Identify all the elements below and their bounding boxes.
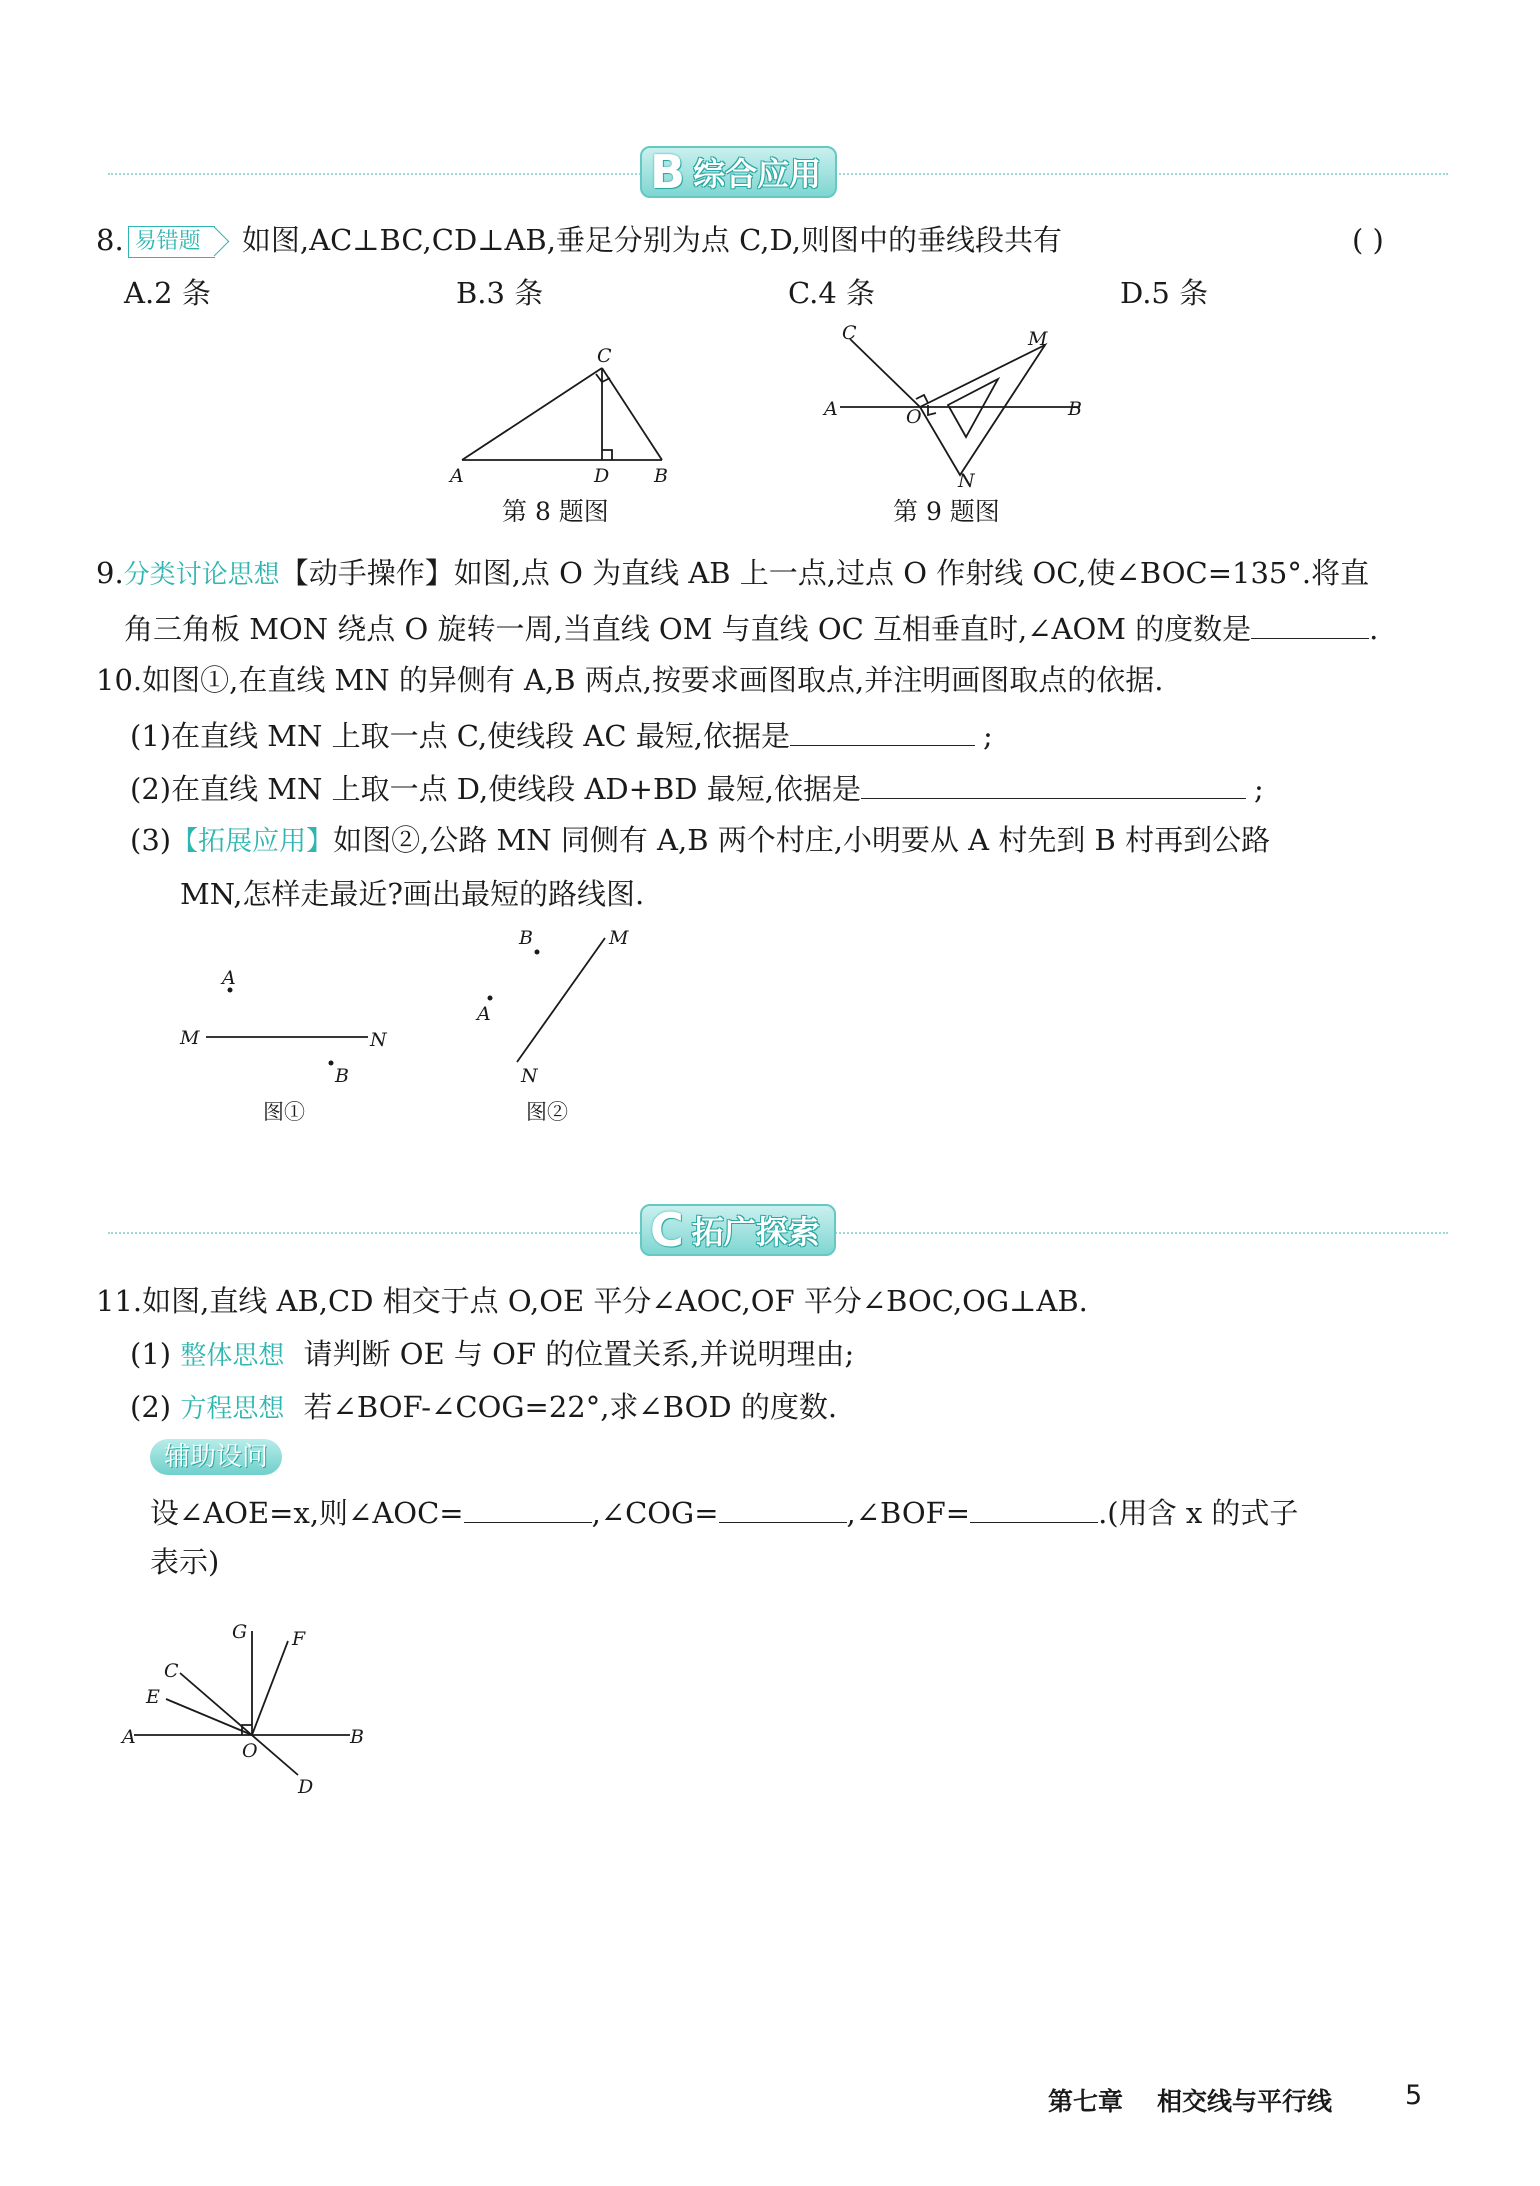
page-number: 5 [1405,2080,1423,2111]
q8-label-d: D [594,465,610,487]
q8-answer-paren: ( ) [1352,223,1384,257]
q11-aux-badge: 辅助设问 [150,1439,282,1475]
q9-tag: 分类讨论思想 [123,560,280,590]
q9-label-m: M [1028,328,1048,350]
q10-fig2-label-a: A [477,1003,491,1025]
q11-label-e: E [146,1686,160,1708]
q10-fig1-label-m: M [180,1027,200,1049]
q8-figure [440,340,700,490]
q10-fig1-caption: 图① [263,1100,305,1124]
q11-label-c: C [164,1660,179,1682]
q11-label-b: B [350,1726,364,1748]
q10-fig2-label-n: N [521,1065,538,1087]
q9-label-b: B [1068,398,1082,420]
q8-option-b: B.3 条 [456,276,544,310]
q9-label-a: A [824,398,838,420]
footer-chapter-title: 相交线与平行线 [1157,2087,1333,2116]
q11-aux-line1: 设∠AOE=x,则∠AOC= ,∠COG= ,∠BOF= .(用含 x 的式子 [150,1492,1298,1531]
q11-part1: (1) 整体思想 请判断 OE 与 OF 的位置关系,并说明理由; [130,1337,855,1371]
q10-fig2-label-b: B [519,927,533,949]
q8-figure-caption: 第 8 题图 [502,497,609,526]
q10-fig1-label-a: A [222,967,236,989]
section-c-letter: C [650,1203,684,1257]
footer-chapter: 第七章 [1048,2087,1124,2116]
q10-part1-blank[interactable] [790,715,975,746]
q11-label-a: A [122,1726,136,1748]
q8-option-d: D.5 条 [1120,276,1209,310]
q8-label-a: A [450,465,464,487]
q11-label-g: G [232,1621,248,1643]
q10-figure-1 [170,950,410,1100]
q10-fig2-label-m: M [609,927,629,949]
q9-label-o: O [906,406,922,428]
q11-part1-tag: 整体思想 [180,1341,285,1371]
section-b-title: 综合应用 [693,155,822,193]
q11-label-f: F [292,1628,306,1650]
q11-part2: (2) 方程思想 若∠BOF-∠COG=22°,求∠BOD 的度数. [130,1390,838,1424]
q9-label-n: N [958,470,975,490]
q11-figure [120,1615,380,1795]
q10-part3-line1: (3)【拓展应用】如图②,公路 MN 同侧有 A,B 两个村庄,小明要从 A 村先到 B 村再到公路 [130,823,1271,857]
q10-part3-line2: MN,怎样走最近?画出最短的路线图. [180,877,645,911]
q8-label-b: B [654,465,668,487]
q9-label-c: C [842,325,857,344]
section-b-letter: B [650,145,686,199]
section-c-badge [640,1204,836,1256]
q10-fig1-label-n: N [370,1029,387,1051]
q9-stem-line2: 角三角板 MON 绕点 O 旋转一周,当直线 OM 与直线 OC 互相垂直时,∠AOM 的度数是 . [124,608,1378,647]
q11-stem: 11.如图,直线 AB,CD 相交于点 O,OE 平分∠AOC,OF 平分∠BOC,OG⊥AB. [96,1284,1088,1318]
q10-fig2-caption: 图② [526,1100,568,1124]
q11-aoc-blank[interactable] [464,1492,592,1523]
q9-figure-caption: 第 9 题图 [893,497,1000,526]
q10-part2-blank[interactable] [861,768,1246,799]
q9-stem-line1: 9.分类讨论思想【动手操作】如图,点 O 为直线 AB 上一点,过点 O 作射线 OC,使∠BOC=135°.将直 [96,556,1370,590]
q9-figure [820,325,1100,490]
q10-part1: (1)在直线 MN 上取一点 C,使线段 AC 最短,依据是 ; [130,715,993,754]
q10-stem: 10.如图①,在直线 MN 的异侧有 A,B 两点,按要求画图取点,并注明画图取点的依据. [96,663,1164,697]
q8-stem: 8. 易错题 如图,AC⊥BC,CD⊥AB,垂足分别为点 C,D,则图中的垂线段共有 [96,223,1062,257]
q11-part2-tag: 方程思想 [180,1394,285,1424]
q8-option-a: A.2 条 [124,276,211,310]
q11-label-d: D [298,1776,314,1795]
q9-answer-blank[interactable] [1251,608,1369,639]
q10-part3-tag: 【拓展应用】 [171,826,334,857]
section-c-title: 拓广探索 [691,1213,820,1251]
section-b-badge [640,146,837,198]
q10-part2: (2)在直线 MN 上取一点 D,使线段 AD+BD 最短,依据是 ; [130,768,1264,807]
q8-tag: 易错题 [128,226,215,258]
q11-bof-blank[interactable] [970,1492,1098,1523]
q10-figure-2 [465,920,645,1100]
q11-cog-blank[interactable] [719,1492,847,1523]
q11-aux-line2: 表示) [150,1545,220,1579]
q10-fig1-label-b: B [335,1065,349,1087]
q11-label-o: O [242,1740,258,1762]
q8-label-c: C [597,345,612,367]
q8-option-c: C.4 条 [788,276,876,310]
